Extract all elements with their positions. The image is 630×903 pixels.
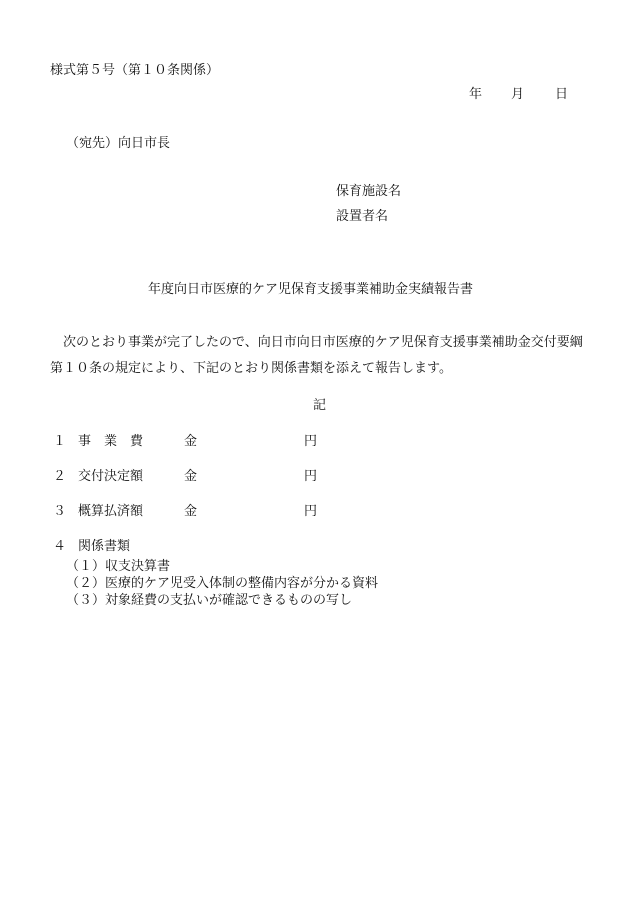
related-documents-list (66, 558, 378, 609)
list-item: （１）収支決算書 (66, 559, 171, 574)
form-number: 様式第５号（第１０条関係） (50, 63, 220, 78)
item-currency: 金 (184, 504, 198, 519)
date-day-label: 日 (555, 87, 569, 102)
item-number: ４ (53, 539, 67, 554)
date-line (469, 88, 568, 101)
item-unit: 円 (304, 504, 318, 519)
item-unit: 円 (304, 469, 318, 484)
body-text: 次のとおり事業が完了したので、向日市向日市医療的ケア児保育支援事業補助金交付要綱第１０条の規定により、下記のとおり関係書類を添えて報告します。 (50, 335, 583, 376)
date-month-label: 月 (511, 87, 525, 102)
list-item: （３）対象経費の支払いが確認できるものの写し (66, 593, 353, 608)
item-currency: 金 (184, 469, 198, 484)
ki-heading: 記 (313, 398, 327, 413)
item-currency: 金 (184, 434, 198, 449)
founder-name-label: 設置者名 (336, 209, 389, 224)
date-year-label: 年 (469, 87, 483, 102)
list-item: （２）医療的ケア児受入体制の整備内容が分かる資料 (66, 576, 379, 591)
item-unit: 円 (304, 434, 318, 449)
item-label: 関係書類 (78, 539, 131, 554)
item-number: ３ (53, 504, 67, 519)
item-number: ２ (53, 469, 67, 484)
item-number: １ (53, 434, 67, 449)
item-label: 交付決定額 (78, 469, 144, 484)
addressee: （宛先）向日市長 (66, 136, 171, 151)
item-label: 概算払済額 (78, 504, 144, 519)
facility-name-label: 保育施設名 (336, 184, 402, 199)
document-title: 年度向日市医療的ケア児保育支援事業補助金実績報告書 (148, 282, 474, 297)
item-label: 事業費 (78, 434, 157, 449)
